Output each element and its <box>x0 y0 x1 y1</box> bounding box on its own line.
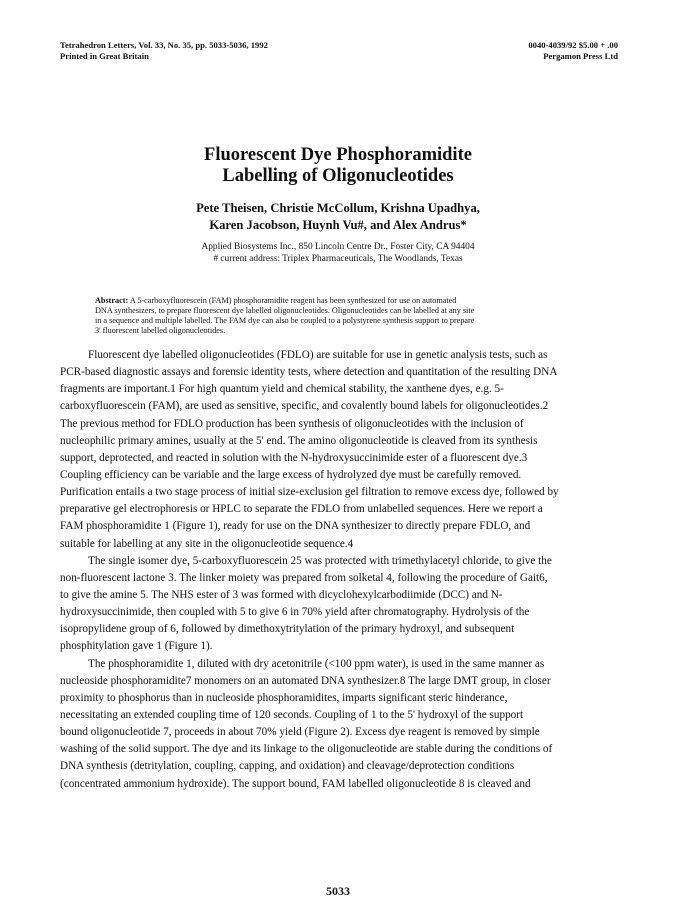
body-line: Coupling efficiency can be variable and the large excess of hydrolyzed dye must be carefully removed. <box>60 468 522 481</box>
affiliation-line: Applied Biosystems Inc., 850 Lincoln Centre Dr., Foster City, CA 94404 <box>201 242 475 252</box>
paper-title <box>0 145 676 187</box>
body-line: washing of the solid support. The dye and its linkage to the oligonucleotide are stable during the conditions of <box>60 743 553 756</box>
author-line: Pete Theisen, Christie McCollum, Krishna Upadhya, <box>196 201 480 215</box>
abstract <box>95 296 591 336</box>
abstract-line: DNA synthesizers, to prepare fluorescent dye labelled oligonucleotides. Oligonucleotides can be labelled at any site <box>95 306 475 316</box>
body-line: FAM phosphoramidite 1 (Figure 1), ready for use on the DNA synthesizer to directly prepare FDLO, and <box>60 520 531 533</box>
page-number: 5033 <box>326 884 350 898</box>
publisher-line: Pergamon Press Ltd <box>543 51 618 61</box>
title-line: Fluorescent Dye Phosphoramidite <box>204 145 472 165</box>
body-line: preparative gel electrophoresis or HPLC to separate the FDLO from unlabelled sequences. Here we report a <box>60 503 543 516</box>
body-line: (concentrated ammonium hydroxide). The support bound, FAM labelled oligonucleotide 8 is cleaved and <box>60 777 531 790</box>
issn-price-line: 0040-4039/92 $5.00 + .00 <box>528 40 618 50</box>
body-line: bound oligonucleotide 7, proceeds in about 70% yield (Figure 2). Excess dye reagent is removed by simple <box>60 726 540 739</box>
body-line: DNA synthesis (detritylation, coupling, capping, and oxidation) and cleavage/deprotection conditions <box>60 760 515 773</box>
body-line: necessitating an extended coupling time of 120 seconds. Coupling of 1 to the 5' hydroxyl of the support <box>60 708 524 721</box>
body-line: to give the amine 5. The NHS ester of 3 was formed with dicyclohexylcarbodiimide (DCC) and N- <box>60 588 503 601</box>
body-line: Purification entails a two stage process of initial size-exclusion gel filtration to remove excess dye, followed by <box>60 486 559 499</box>
abstract-line: 3' fluorescent labelled oligonucleotides. <box>95 326 226 336</box>
publisher-info <box>528 40 618 62</box>
citation-line: Tetrahedron Letters, Vol. 33, No. 35, pp. 5033-5036, 1992 <box>60 40 268 50</box>
body-line: The previous method for FDLO production has been synthesis of oligonucleotides with the inclusion of <box>60 417 524 430</box>
body-line: fragments are important.1 For high quantum yield and chemical stability, the xanthene dyes, e.g. 5- <box>60 383 504 396</box>
printed-in-line: Printed in Great Britain <box>60 51 149 61</box>
body-line: support, deprotected, and reacted in solution with the N-hydroxysuccinimide ester of a fluorescent dye.3 <box>60 451 528 464</box>
body-text <box>60 347 616 793</box>
title-line: Labelling of Oligonucleotides <box>222 166 454 186</box>
abstract-line: in a sequence and multiple labelled. The FAM dye can also be coupled to a polystyrene synthesis support to prepare <box>95 316 475 326</box>
author-line: Karen Jacobson, Huynh Vu#, and Alex Andrus* <box>209 218 467 232</box>
affiliation <box>0 242 676 265</box>
body-line: hydroxysuccinimide, then coupled with 5 to give 6 in 70% yield after chromatography. Hydrolysis of the <box>60 606 530 619</box>
abstract-line: Abstract: A 5-carboxyfluorescein (FAM) phosphoramidite reagent has been synthesized for use on automated <box>95 296 457 305</box>
body-line: The phosphoramidite 1, diluted with dry acetonitrile (<100 ppm water), is used in the same manner as <box>88 657 545 670</box>
journal-citation <box>60 40 268 62</box>
author-list <box>0 200 676 234</box>
body-line: PCR-based diagnostic assays and forensic identity tests, where detection and quantitation of the resulting DNA <box>60 366 558 379</box>
body-line: carboxyfluorescein (FAM), are used as sensitive, specific, and covalently bound labels for oligonucleotides.2 <box>60 400 549 413</box>
body-line: isopropylidene group of 6, followed by dimethoxytritylation of the primary hydroxyl, and subsequent <box>60 623 515 636</box>
body-line: Fluorescent dye labelled oligonucleotides (FDLO) are suitable for use in genetic analysis tests, such as <box>88 349 548 361</box>
abstract-label: Abstract: <box>95 296 129 305</box>
affiliation-line: # current address: Triplex Pharmaceuticals, The Woodlands, Texas <box>213 253 463 264</box>
body-line: proximity to phosphorus than in nucleoside phosphoramidites, imparts significant steric hinderance, <box>60 691 508 704</box>
body-line: nucleoside phosphoramidite7 monomers on an automated DNA synthesizer.8 The large DMT group, in closer <box>60 674 551 687</box>
body-line: The single isomer dye, 5-carboxyfluorescein 25 was protected with trimethylacetyl chloride, to give the <box>88 554 552 567</box>
body-line: suitable for labelling at any site in the oligonucleotide sequence.4 <box>60 537 354 550</box>
body-line: non-fluorescent lactone 3. The linker moiety was prepared from solketal 4, following the procedure of Gait6, <box>60 571 548 584</box>
body-line: phosphitylation gave 1 (Figure 1). <box>60 640 213 653</box>
body-line: nucleophilic primary amines, usually at the 5' end. The amino oligonucleotide is cleaved from its synthesis <box>60 434 538 447</box>
